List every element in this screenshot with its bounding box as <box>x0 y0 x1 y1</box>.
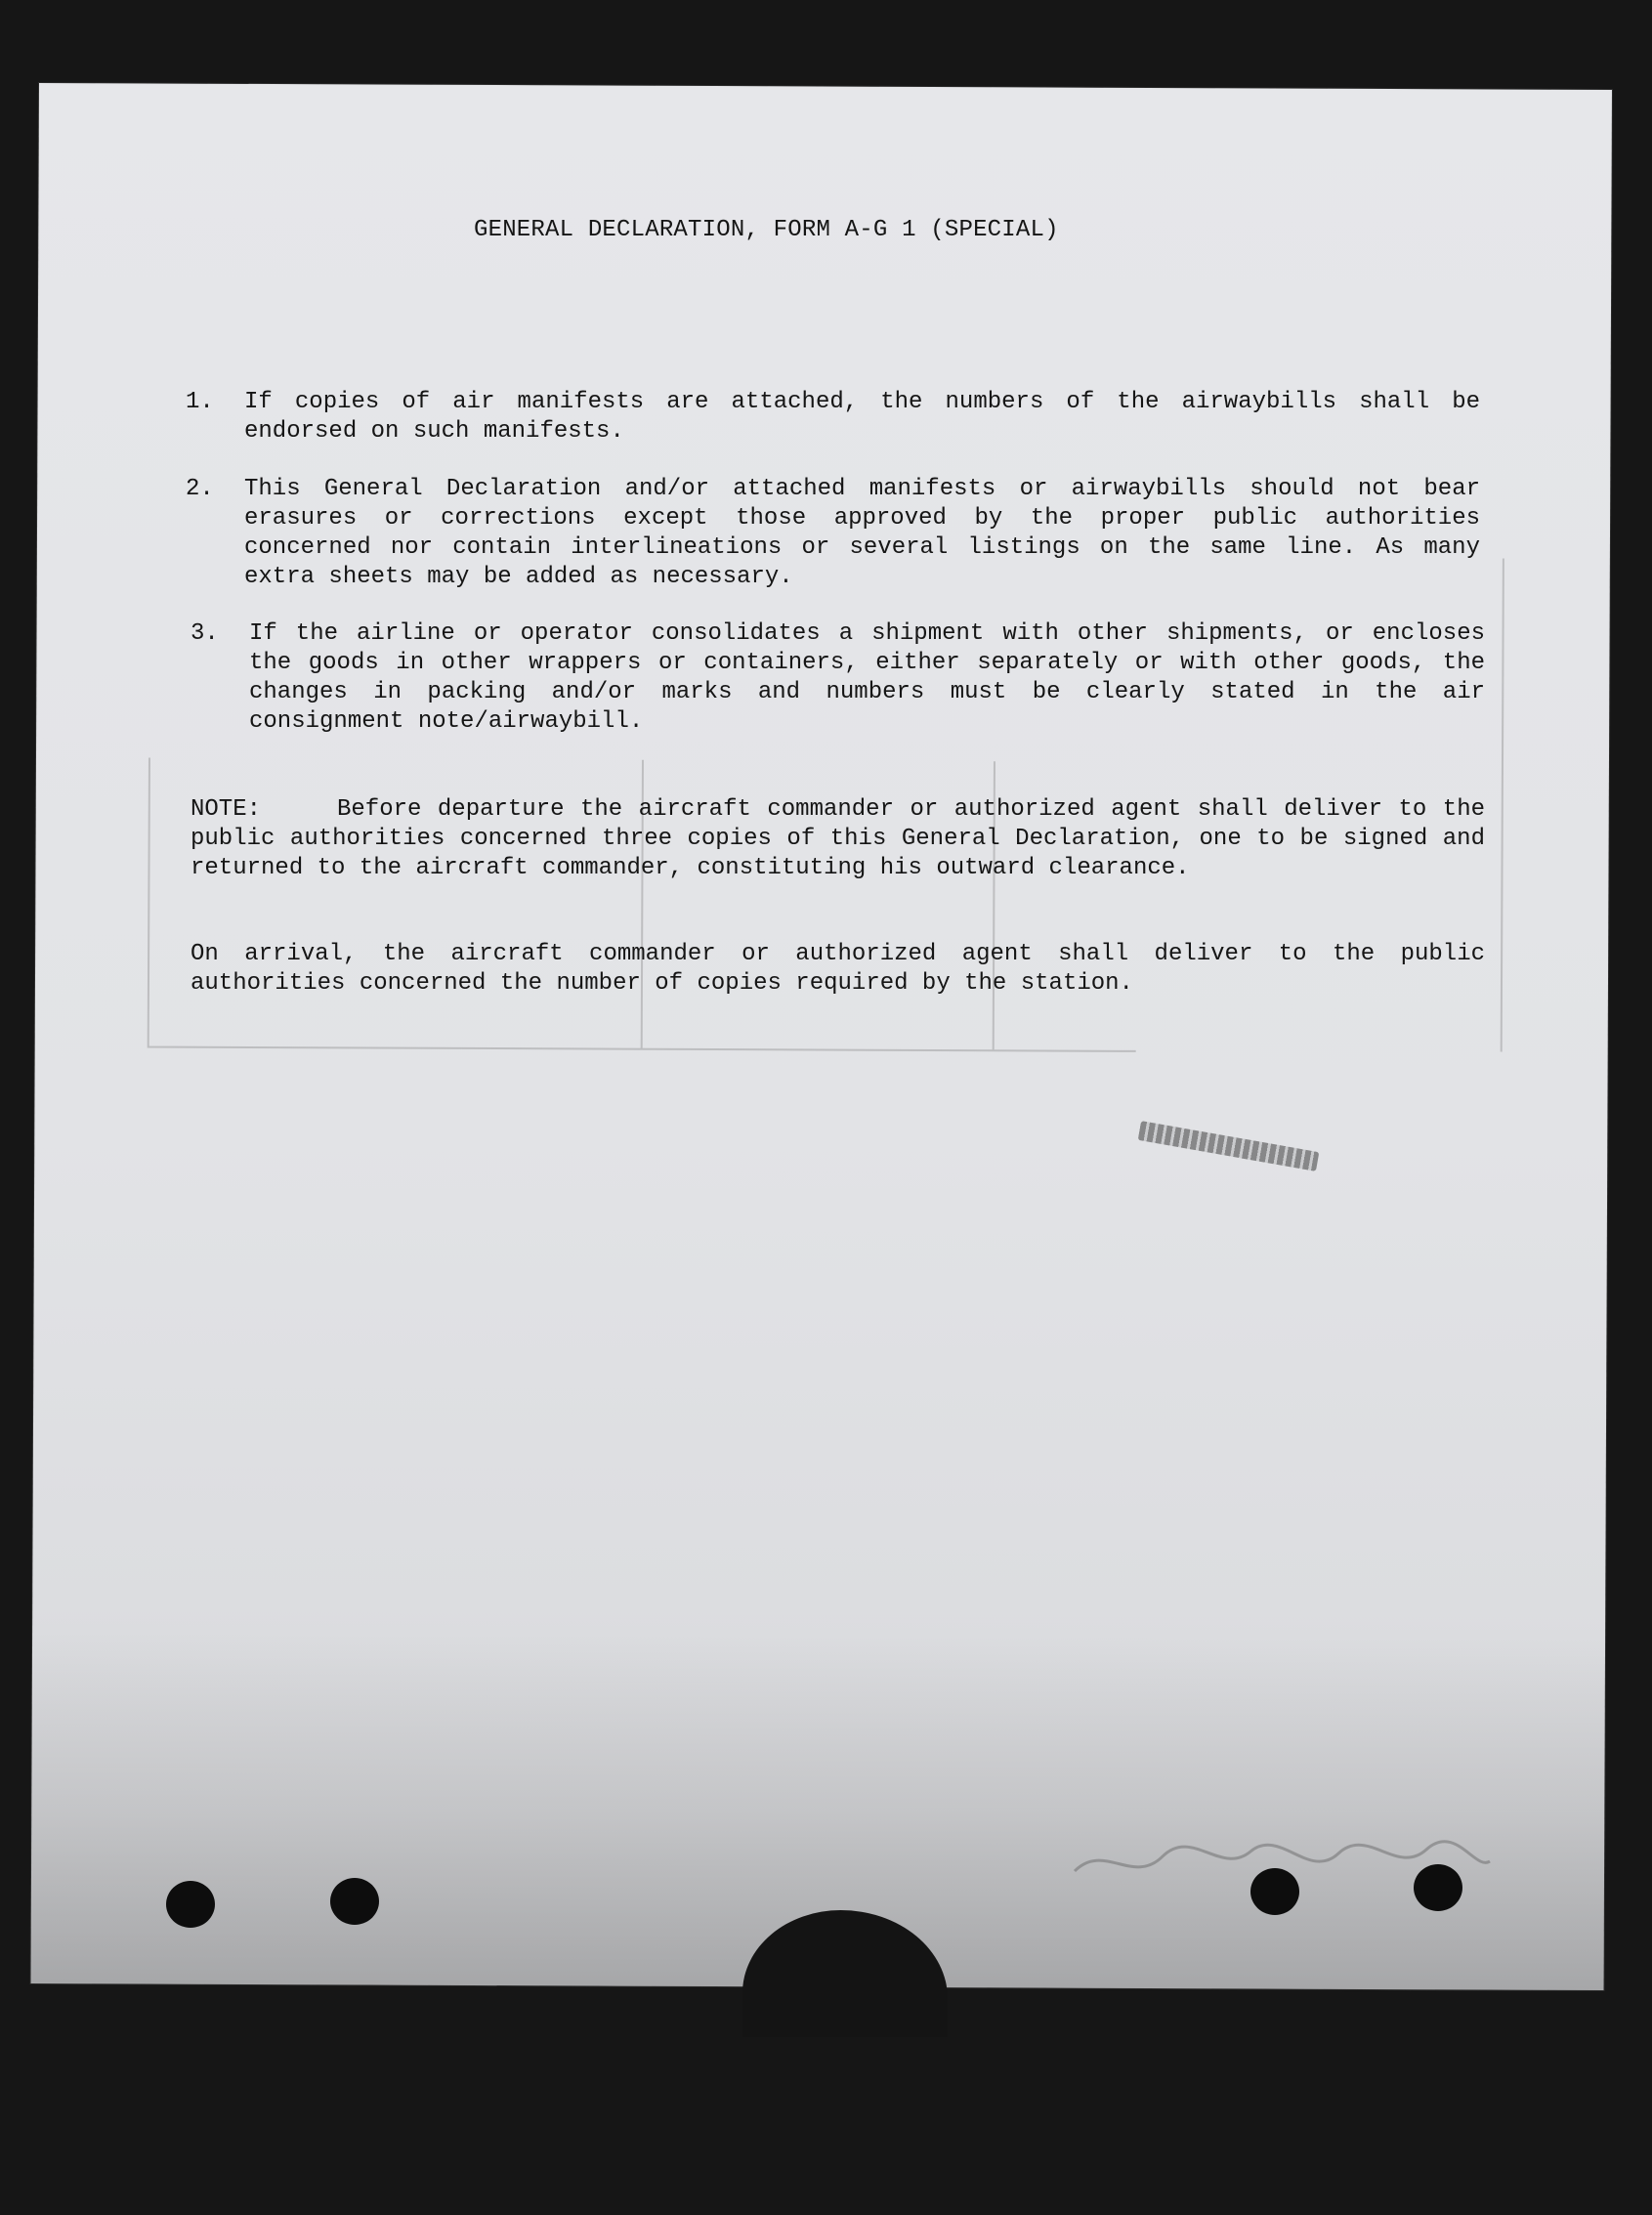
punch-hole <box>166 1881 215 1928</box>
document-page <box>31 83 1612 1990</box>
list-item-text: This General Declaration and/or attached manifests or airwaybills should not bear erasures or corrections except those approved by the proper public authorities concerned nor contain interlineations or several listings on the same line. As many extra sheets may be added as necessary. <box>244 476 1480 590</box>
punch-hole <box>1414 1864 1462 1911</box>
list-item-text: If the airline or operator consolidates a shipment with other shipments, or encloses the goods in other wrappers or containers, either separately or with other goods, the changes in packing and/or marks and numbers must be clearly stated in the air consignment note/airwaybill. <box>249 620 1485 735</box>
note-label: NOTE: <box>191 796 262 823</box>
note-text: Before departure the aircraft commander or authorized agent shall deliver to the public authorities concerned three copies of this General Declaration, one to be signed and returned to the aircraft commander, constituting his outward clearance. <box>191 796 1485 881</box>
list-item <box>186 475 1485 594</box>
list-item <box>191 619 1490 739</box>
list-item-text: If copies of air manifests are attached, the numbers of the airwaybills shall be endorsed on such manifests. <box>244 389 1480 445</box>
list-item-number: 2. <box>186 476 214 502</box>
list-item <box>186 388 1485 448</box>
list-item-number: 1. <box>186 389 214 415</box>
list-item-number: 3. <box>191 620 219 647</box>
bleed-through-rule <box>1501 559 1504 1052</box>
arrival-paragraph: On arrival, the aircraft commander or authorized agent shall deliver to the public authorities concerned the number of copies required by the station. <box>191 941 1485 997</box>
punch-hole <box>330 1878 379 1925</box>
punch-hole <box>1250 1868 1299 1915</box>
note-paragraph <box>191 795 1485 883</box>
page-title: GENERAL DECLARATION, FORM A-G 1 (SPECIAL) <box>474 217 1059 243</box>
